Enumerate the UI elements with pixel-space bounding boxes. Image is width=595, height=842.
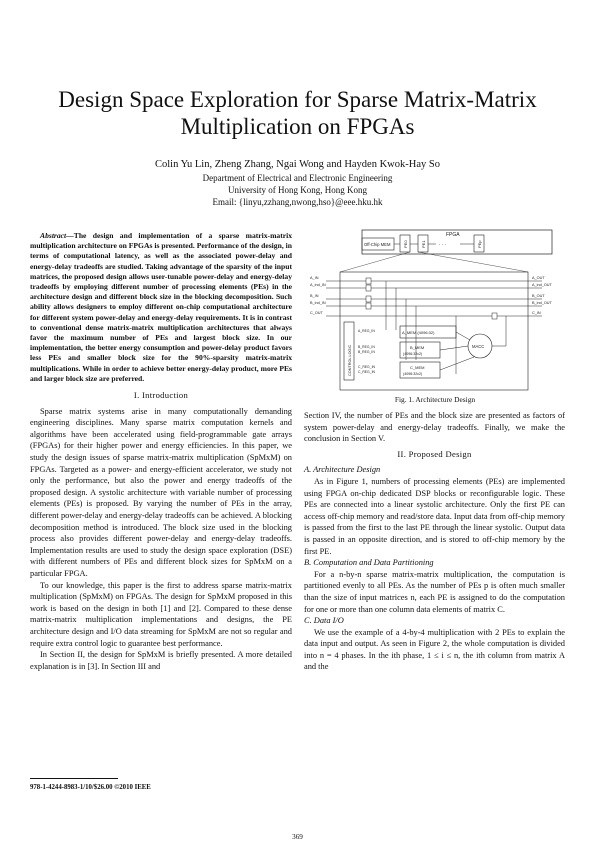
author-list: Colin Yu Lin, Zheng Zhang, Ngai Wong and Hayden Kwok-Hay So [155,159,440,170]
sig-a-in: A_IN [310,276,319,280]
abstract-label: Abstract [40,231,67,240]
intro-paragraph-2: To our knowledge, this paper is the first to address sparse matrix-matrix multiplication (SpMxM) on FPGAs. The design for SpMxM proposed in this work is based on the design in both [1] and [2]. Compared to these dense matrix-matrix multiplication implementations and designs, the PE architecture design and I/O data streaming for SpMxM are not so regular and require extra control logic to guarantee best performance. [30,580,292,648]
data-io-paragraph: We use the example of a 4-by-4 multiplication with 2 PEs to explain the data input and output. As seen in Figure 2, the whole computation is divided into n = 4 phases. In the ith phase, 1 ≤ i ≤ n, the ith column from matrix A and the [304,627,565,672]
macc-label: MACC [472,344,485,349]
abstract-block [30,231,292,384]
intro-paragraph-1: Sparse matrix systems arise in many computationally demanding engineering disciplines. Many sparse matrix computation kernels and algorithms have been accelerated using field-programmable gate arrays (FPGAs) for their higher power and energy efficiencies. In this paper, we study the design issues of sparse matrix-matrix multiplication (SpMxM) on FPGAs. Targeted as a power- and energy-efficient accelerator, we study not only the performance, but also the power and energy tradeoffs of the proposed design. A systolic architecture with variable number of processing elements (PEs) is proposed. By varying the number of PEs in the array, different power-delay and energy-delay tradeoffs can be achieved. A blocking decomposition method is introduced. The block size used in the blocking process also provides different power-delay and energy-delay tradeoffs. Implementation results are used to study the design space exploration (DSE) with different numbers of PEs and different block sizes for SpMxM on a particular FPGA. [30,406,292,578]
architecture-diagram [306,226,564,394]
sig-a-ind-out: A_ind_OUT [532,283,552,287]
subsection-architecture-design: A. Architecture Design [304,465,381,475]
footnote-rule [30,778,118,779]
pep-label: PEp [477,240,482,248]
sig-c-out: C_OUT [310,311,323,315]
affiliation-email: Email: {linyu,zzhang,nwong,hso}@eee.hku.hk [212,197,383,207]
title-line-1: Design Space Exploration for Sparse Matrix-Matrix [58,87,537,112]
subsection-data-io: C. Data I/O [304,616,344,626]
c-mem-label: C_MEM [410,365,425,370]
section-heading-proposed-design: II. Proposed Design [397,448,472,459]
c-mem-size: (4096:32x2) [403,372,423,376]
inner-a-reg: A_REG_IN [358,329,375,333]
abstract-text: —The design and implementation of a sparse matrix-matrix multiplication architecture on FPGAs is presented. Performance of the design, in terms of computational latency, as well as the associated power-delay and energy-delay tradeoffs are studied. Taking advantage of the sparsity of the input matrices, the proposed design allows user-tunable power-delay and energy-delay tradeoffs by employing different number of processing elements (PEs) in the architecture design and different block size in the blocking decomposition. Such ability allows designers to employ different on-chip computational architecture for different system power-delay and energy-delay requirements. It is in contrast to conventional dense matrix-matrix multiplication architectures that always favor the maximum number of PEs and largest block size. In our implementation, the better energy consumption and power-delay product favors less PEs and smaller block size for the 90%-sparsity matrix-matrix multiplications. While in order to achieve better energy-delay product, more PEs and larger block size are preferred. [30,231,292,383]
subsection-computation-partitioning: B. Computation and Data Partitioning [304,558,434,568]
intro-paragraph-3: In Section II, the design for SpMxM is briefly presented. A more detailed explanation is in [3]. In Section III and [30,650,292,671]
pe1-label: PE1 [421,240,426,248]
left-column [30,231,292,672]
control-logic-label: CONTROL LOGIC [348,344,352,376]
right-column [304,410,565,673]
affiliation-department: Department of Electrical and Electronic Engineering [202,173,393,183]
sig-c-in: C_IN [532,311,541,315]
inner-c-reg-1: C_REG_IN [358,365,375,369]
sig-b-in: B_IN [310,294,319,298]
copyright-notice: 978-1-4244-8983-1/10/$26.00 ©2010 IEEE [30,784,151,791]
section-heading-introduction: I. Introduction [133,390,189,401]
architecture-design-paragraph: As in Figure 1, numbers of processing elements (PEs) are implemented using FPGA on-chip dedicated DSP blocks or reconfigurable logic. These PEs are connected into a linear systolic architecture. Only the first PE can access off-chip memory and read/store data. Input data from off-chip memory is passed from the first to the last PE through the linear systolic. Output data is passed in an opposite direction, and is stored to off-chip memory by the first PE. [304,476,565,556]
fpga-label: FPGA [446,232,460,238]
sig-b-ind-in: B_ind_IN [310,301,326,305]
figure-caption: Fig. 1. Architecture Design [394,395,476,404]
sig-a-out: A_OUT [532,276,545,280]
b-mem-size: (4096:32x2) [403,352,423,356]
sig-a-ind-in: A_ind_IN [310,283,326,287]
pe0-label: PE0 [403,240,408,248]
sig-b-ind-out: B_ind_OUT [532,301,552,305]
affiliation-university: University of Hong Kong, Hong Kong [228,185,367,195]
computation-partitioning-paragraph: For a n-by-n sparse matrix-matrix multiplication, the computation is partitioned evenly to all PEs. As the number of PEs p is often much smaller than the size of input matrices n, each PE is assigned to do the computation for one or more than one column data elements of matrix C. [304,569,565,614]
sig-b-out: B_OUT [532,294,545,298]
pe-ellipsis: . . . [439,241,446,247]
intro-paragraph-3-continued: Section IV, the number of PEs and the block size are presented as factors of system power-delay and energy-delay tradeoffs. Finally, we make the conclusion in Section V. [304,411,565,444]
title-line-2: Multiplication on FPGAs [180,114,415,139]
inner-b-reg-1: B_REG_IN [358,345,375,349]
b-mem-label: B_MEM [410,345,425,350]
inner-c-reg-2: C_REG_IN [358,370,375,374]
page-number: 369 [292,833,303,841]
inner-b-reg-2: B_REG_IN [358,350,375,354]
offchip-mem-label: Off-Chip MEM [364,242,391,247]
a-mem-label: A_MEM (4096:32) [402,330,435,335]
paper-title [30,86,565,140]
